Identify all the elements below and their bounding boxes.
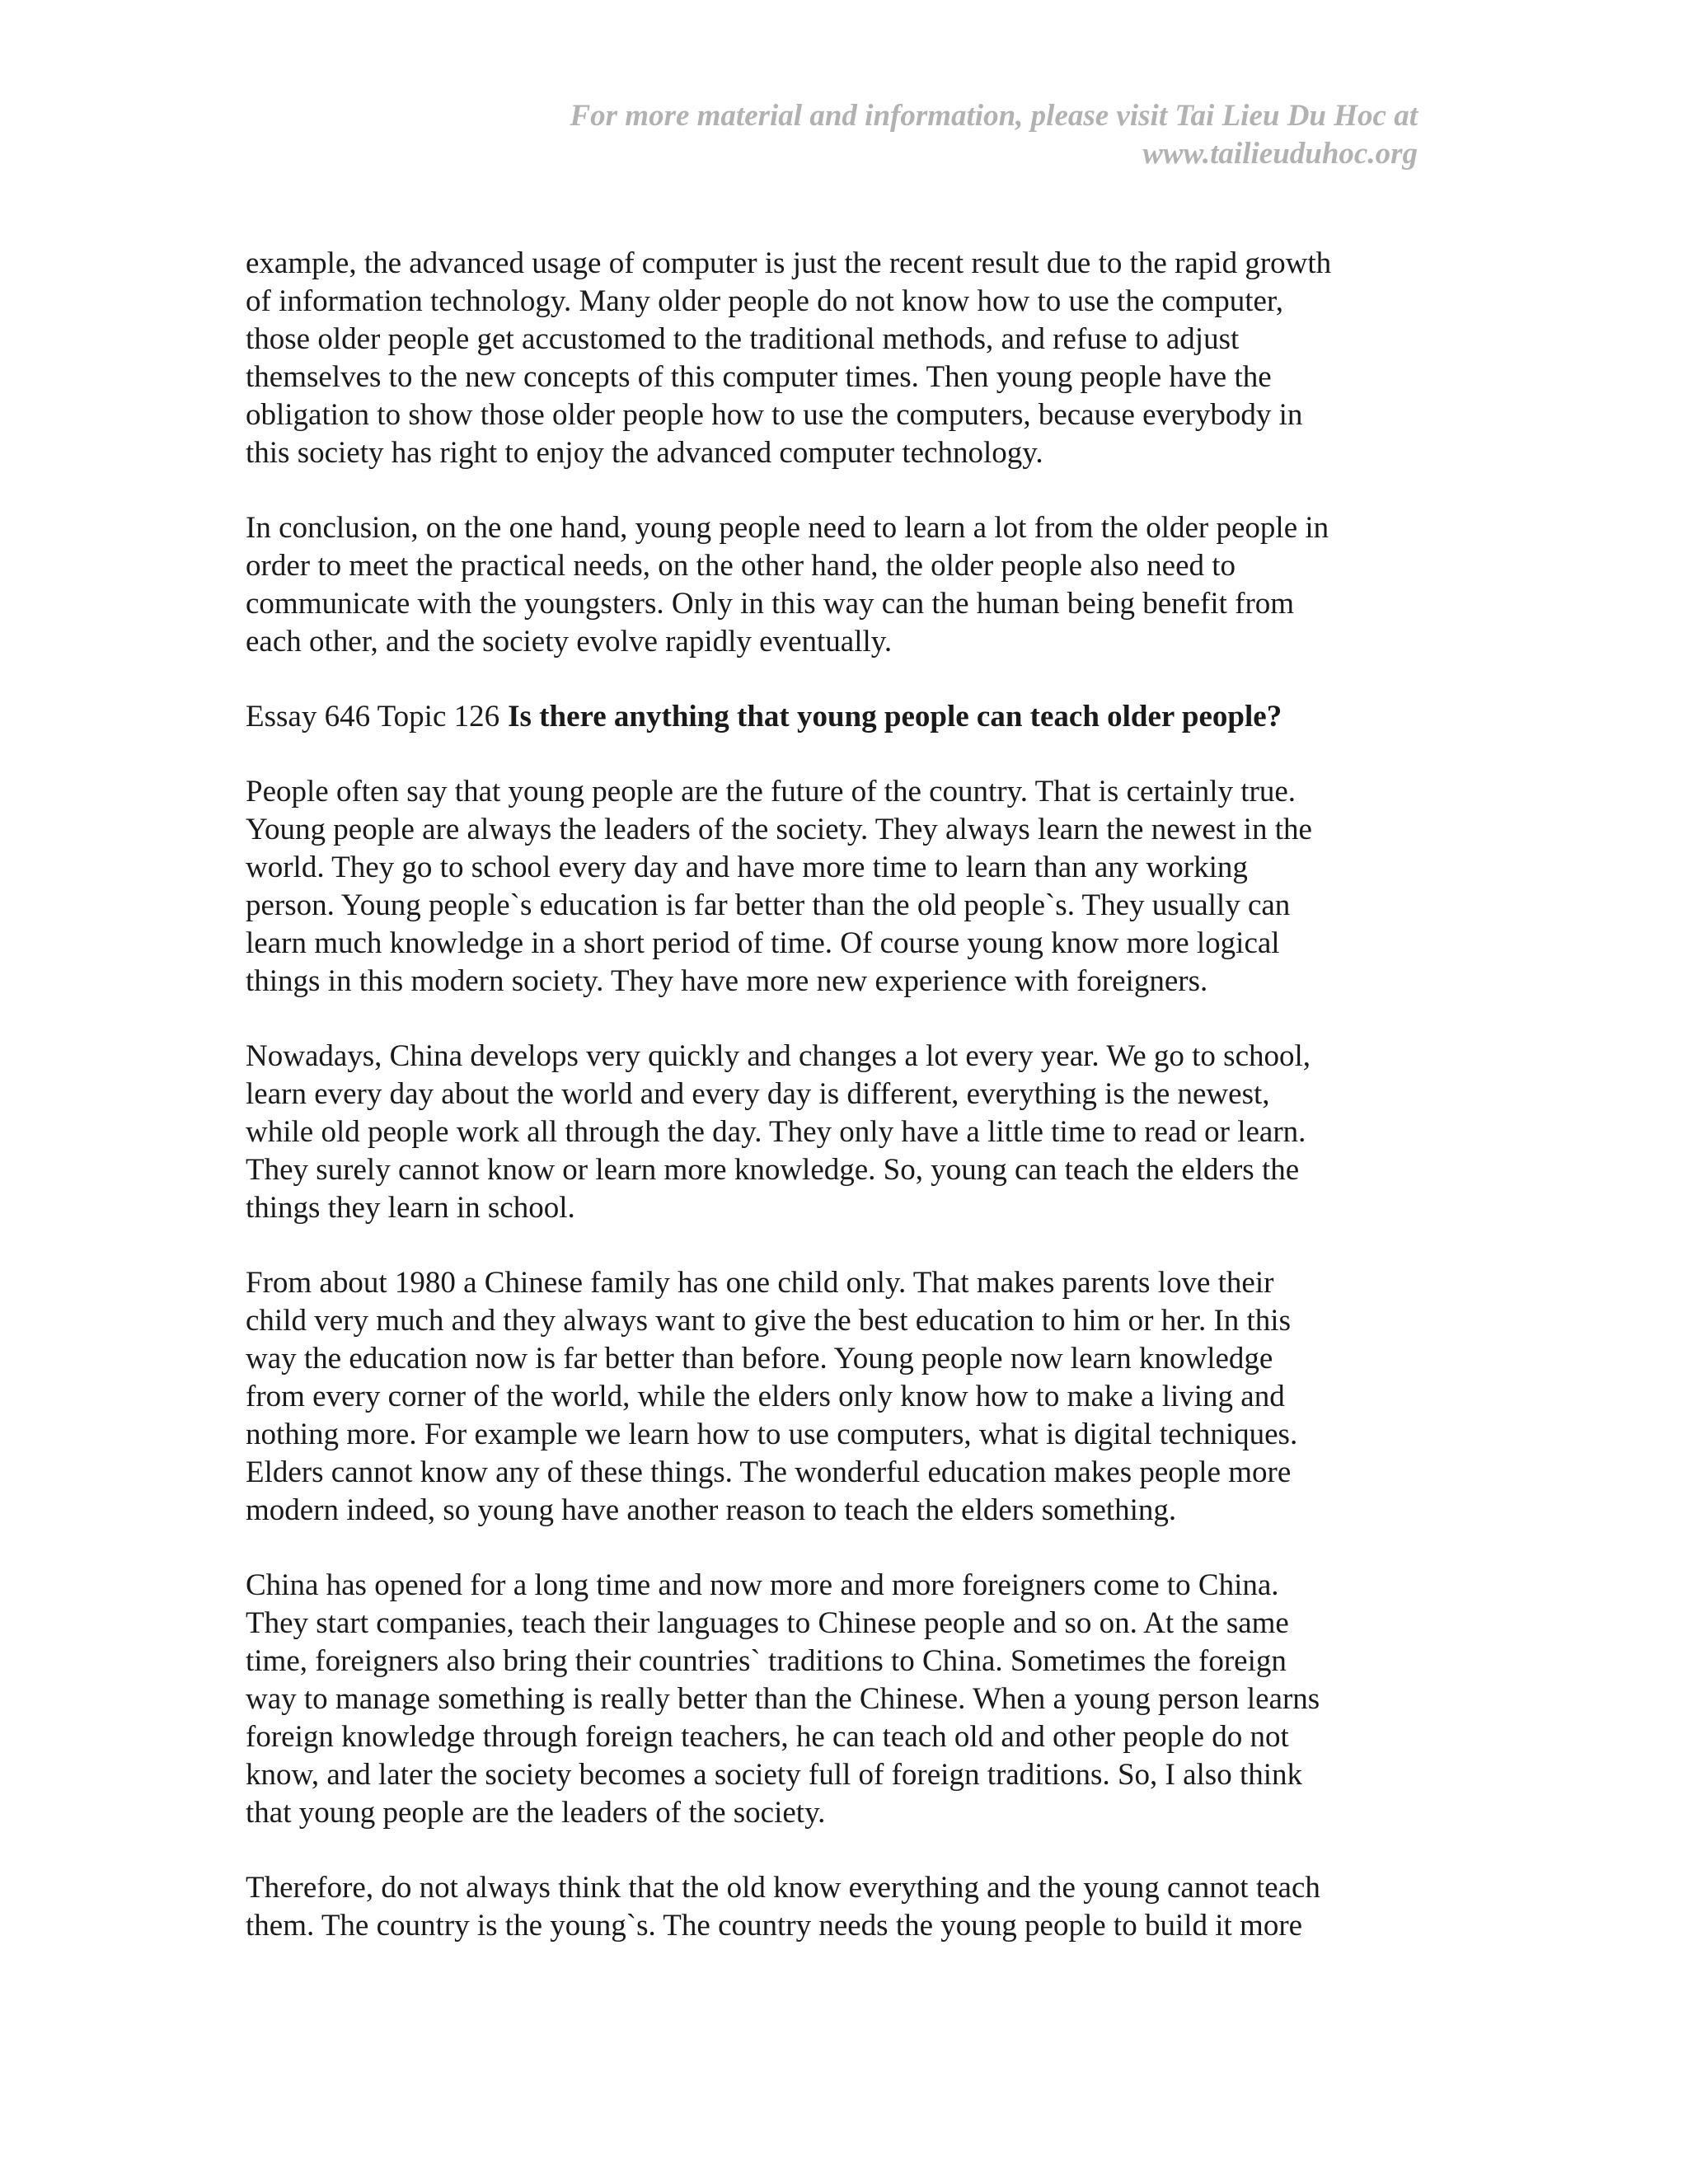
text-line: Elders cannot know any of these things. The wonderful education makes people more	[246, 1455, 1292, 1489]
essay-heading	[246, 698, 1432, 736]
document-body	[246, 245, 1432, 1945]
text-line: child very much and they always want to give the best education to him or her. In this	[246, 1304, 1291, 1338]
essay-paragraph-2	[246, 1038, 1432, 1227]
text-line: nothing more. For example we learn how to use computers, what is digital techniques.	[246, 1418, 1298, 1451]
page-header	[346, 97, 1418, 173]
text-line: themselves to the new concepts of this computer times. Then young people have the	[246, 360, 1272, 394]
text-line: world. They go to school every day and have more time to learn than any working	[246, 851, 1248, 884]
text-line: China has opened for a long time and now more and more foreigners come to China.	[246, 1568, 1279, 1602]
text-line: that young people are the leaders of the society.	[246, 1796, 826, 1830]
essay-paragraph-3	[246, 1264, 1432, 1530]
header-line-2: www.tailieuduhoc.org	[1142, 137, 1418, 171]
text-line: each other, and the society evolve rapidly eventually.	[246, 625, 893, 658]
text-line: person. Young people`s education is far better than the old people`s. They usually can	[246, 888, 1291, 922]
essay-paragraph-5	[246, 1869, 1432, 1945]
text-line: things they learn in school.	[246, 1191, 575, 1225]
text-line: from every corner of the world, while the elders only know how to make a living and	[246, 1380, 1285, 1413]
text-line: modern indeed, so young have another reason to teach the elders something.	[246, 1493, 1177, 1527]
text-line: time, foreigners also bring their countries` traditions to China. Sometimes the foreign	[246, 1644, 1287, 1678]
text-line: They surely cannot know or learn more knowledge. So, young can teach the elders the	[246, 1153, 1300, 1187]
text-line: They start companies, teach their languages to Chinese people and so on. At the same	[246, 1606, 1289, 1640]
text-line: those older people get accustomed to the traditional methods, and refuse to adjust	[246, 322, 1240, 356]
essay-paragraph-1	[246, 773, 1432, 1001]
text-line: learn every day about the world and every day is different, everything is the newest,	[246, 1077, 1270, 1111]
text-line: foreign knowledge through foreign teachers, he can teach old and other people do not	[246, 1720, 1289, 1754]
text-line: this society has right to enjoy the advanced computer technology.	[246, 436, 1043, 470]
text-line: Therefore, do not always think that the old know everything and the young cannot teach	[246, 1871, 1320, 1905]
text-line: way to manage something is really better than the Chinese. When a young person learns	[246, 1682, 1320, 1716]
text-line: Young people are always the leaders of the society. They always learn the newest in the	[246, 813, 1312, 846]
continuation-paragraph	[246, 245, 1432, 472]
text-line: obligation to show those older people how to use the computers, because everybody in	[246, 398, 1303, 432]
text-line: order to meet the practical needs, on the other hand, the older people also need to	[246, 549, 1236, 583]
text-line: learn much knowledge in a short period of time. Of course young know more logical	[246, 926, 1280, 960]
text-line: communicate with the youngsters. Only in this way can the human being benefit from	[246, 587, 1295, 621]
header-line-1: For more material and information, please visit Tai Lieu Du Hoc at	[570, 99, 1418, 133]
text-line: of information technology. Many older people do not know how to use the computer,	[246, 284, 1283, 318]
text-line: example, the advanced usage of computer is just the recent result due to the rapid growth	[246, 246, 1332, 280]
text-line: things in this modern society. They have more new experience with foreigners.	[246, 964, 1208, 998]
essay-title: Is there anything that young people can teach older people?	[508, 700, 1282, 733]
text-line: In conclusion, on the one hand, young people need to learn a lot from the older people in	[246, 511, 1329, 545]
text-line: while old people work all through the day. They only have a little time to read or learn.	[246, 1115, 1306, 1149]
essay-paragraph-4	[246, 1567, 1432, 1832]
text-line: From about 1980 a Chinese family has one child only. That makes parents love their	[246, 1266, 1274, 1300]
text-line: know, and later the society becomes a society full of foreign traditions. So, I also think	[246, 1758, 1303, 1792]
conclusion-paragraph	[246, 509, 1432, 661]
essay-label: Essay 646 Topic 126	[246, 700, 500, 733]
text-line: way the education now is far better than before. Young people now learn knowledge	[246, 1342, 1273, 1376]
text-line: Nowadays, China develops very quickly and changes a lot every year. We go to school,	[246, 1039, 1311, 1073]
text-line: them. The country is the young`s. The country needs the young people to build it more	[246, 1909, 1303, 1943]
text-line: People often say that young people are the future of the country. That is certainly true.	[246, 775, 1296, 808]
